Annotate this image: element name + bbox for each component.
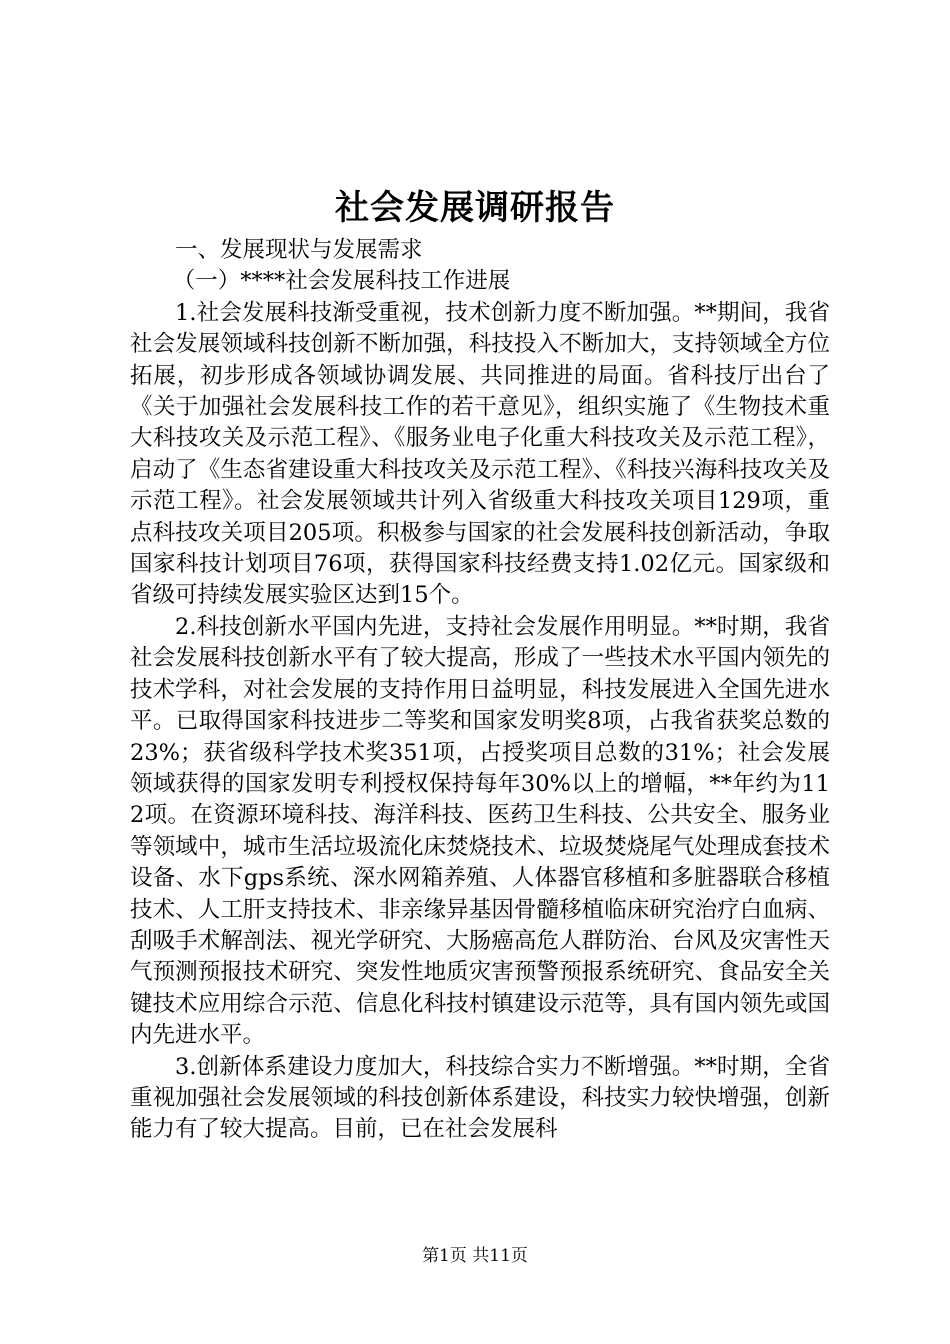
paragraph-1: 1.社会发展科技渐受重视，技术创新力度不断加强。**期间，我省社会发展领域科技创新不断加强，科技投入不断加大，支持领域全方位拓展，初步形成各领域协调发展、共同推进的局面。省科技厅出台了《关于加强社会发展科技工作的若干意见》，组织实施了《生物技术重大科技攻关及示范工程》、《服务业电子化重大科技攻关及示范工程》，启动了《生态省建设重大科技攻关及示范工程》、《科技兴海科技攻关及示范工程》。社会发展领域共计列入省级重大科技攻关项目129项，重点科技攻关项目205项。积极参与国家的社会发展科技创新活动，争取国家科技计划项目76项，获得国家科技经费支持1.02亿元。国家级和省级可持续发展实验区达到15个。 <box>130 299 830 609</box>
paragraph-2: 2.科技创新水平国内先进，支持社会发展作用明显。**时期，我省社会发展科技创新水平有了较大提高，形成了一些技术水平国内领先的技术学科，对社会发展的支持作用日益明显，科技发展进入全国先进水平。已取得国家科技进步二等奖和国家发明奖8项，占我省获奖总数的23%；获省级科学技术奖351项，占授奖项目总数的31%；社会发展领域获得的国家发明专利授权保持每年30%以上的增幅，**年约为112项。在资源环境科技、海洋科技、医药卫生科技、公共安全、服务业等领域中，城市生活垃圾流化床焚烧技术、垃圾焚烧尾气处理成套技术设备、水下gps系统、深水网箱养殖、人体器官移植和多脏器联合移植技术、人工肝支持技术、非亲缘异基因骨髓移植临床研究治疗白血病、刮吸手术解剖法、视光学研究、大肠癌高危人群防治、台风及灾害性天气预测预报技术研究、突发性地质灾害预警预报系统研究、食品安全关键技术应用综合示范、信息化科技村镇建设示范等，具有国内领先或国内先进水平。 <box>130 613 830 1049</box>
section-heading: 一、发展现状与发展需求 <box>175 237 423 263</box>
subsection-heading: （一）****社会发展科技工作进展 <box>172 268 511 295</box>
document-body <box>130 235 830 1146</box>
paragraph-3: 3.创新体系建设力度加大，科技综合实力不断增强。**时期，全省重视加强社会发展领域的科技创新体系建设，科技实力较快增强，创新能力有了较大提高。目前，已在社会发展科 <box>130 1053 830 1143</box>
document-title: 社会发展调研报告 <box>335 188 615 228</box>
page-indicator: 第1页 共11页 <box>422 1246 528 1266</box>
